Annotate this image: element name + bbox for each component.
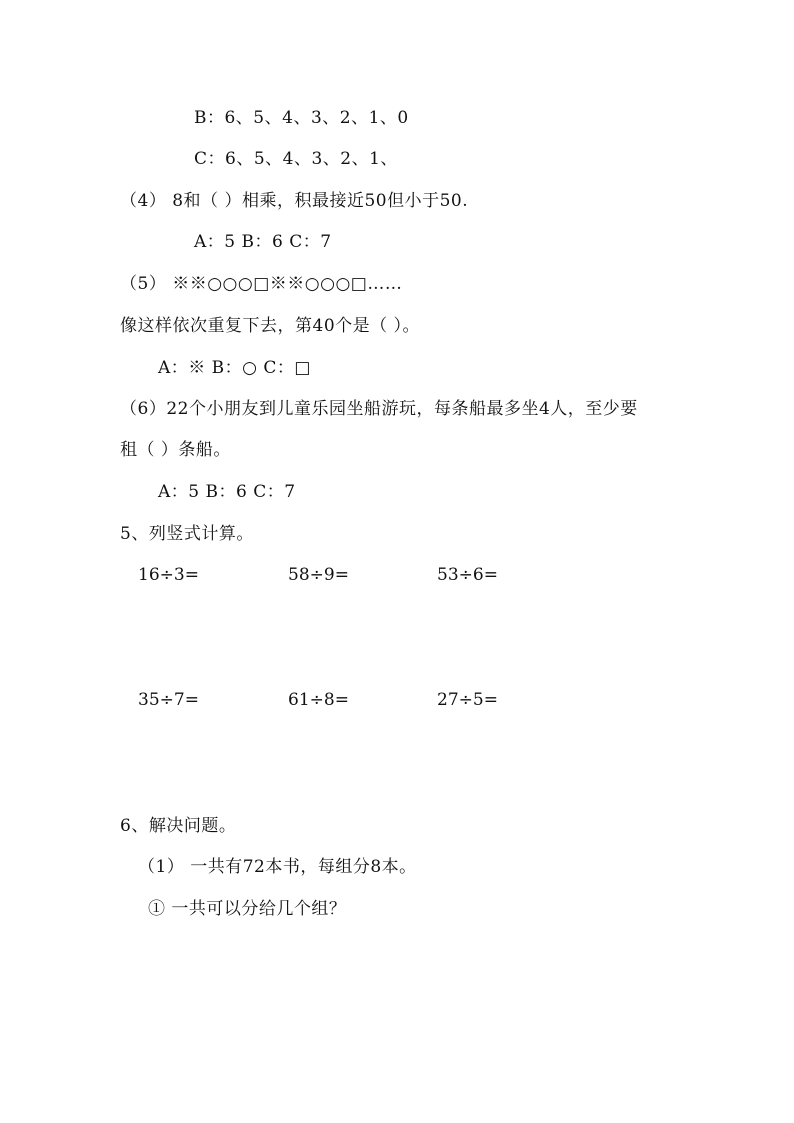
section6-subquestion-1: ① 一共可以分给几个组？ xyxy=(148,899,347,919)
q4-question: （4） 8和（ ）相乘，积最接近50但小于50. xyxy=(120,191,469,211)
calc-item: 58÷9= xyxy=(288,565,349,585)
q6-continuation: 租（ ）条船。 xyxy=(120,440,231,460)
q6-options: A：5 B：6 C：7 xyxy=(158,482,296,502)
q6-question: （6）22个小朋友到儿童乐园坐船游玩，每条船最多坐4人，至少要 xyxy=(120,399,638,419)
calc-item: 35÷7= xyxy=(138,690,199,710)
q5-options: A：※ B：○ C：□ xyxy=(158,358,311,378)
section6-problem-1: （1） 一共有72本书，每组分8本。 xyxy=(138,857,417,877)
q3-option-c: C：6、5、4、3、2、1、 xyxy=(194,149,398,169)
section5-heading: 5、列竖式计算。 xyxy=(120,524,254,544)
calc-item: 27÷5= xyxy=(437,690,498,710)
q5-question: （5） ※※○○○□※※○○○□…… xyxy=(120,274,403,294)
calc-item: 16÷3= xyxy=(138,565,199,585)
q4-options: A：5 B：6 C：7 xyxy=(194,232,332,252)
calc-item: 61÷8= xyxy=(288,690,349,710)
q3-option-b: B：6、5、4、3、2、1、0 xyxy=(194,108,409,128)
section6-heading: 6、解决问题。 xyxy=(120,816,237,836)
q5-continuation: 像这样依次重复下去，第40个是（ ）。 xyxy=(120,316,421,336)
calc-item: 53÷6= xyxy=(437,565,498,585)
